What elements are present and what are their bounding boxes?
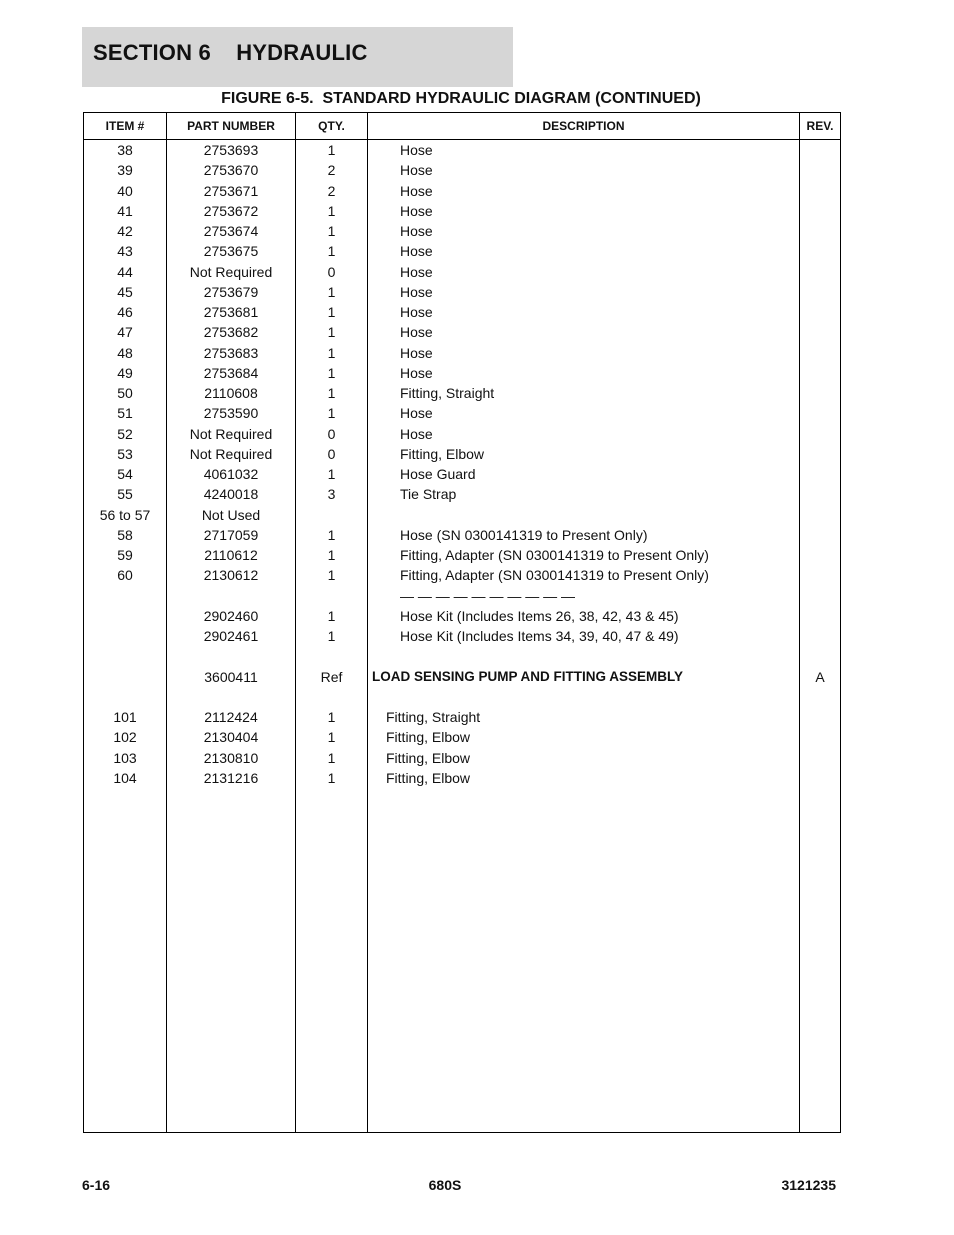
description: — — — — — — — — — — xyxy=(400,587,576,604)
part-number: 2753681 xyxy=(203,304,259,320)
table-row xyxy=(84,262,840,282)
part-number: 2130404 xyxy=(203,729,259,746)
description: Hose xyxy=(400,142,433,158)
part-number: 2110608 xyxy=(204,385,258,401)
quantity: 0 xyxy=(327,445,336,462)
table-row xyxy=(84,444,840,464)
column-header-qty: QTY. xyxy=(318,119,345,133)
item-number: 58 xyxy=(117,526,133,543)
part-number: 2753674 xyxy=(203,223,259,239)
quantity: 1 xyxy=(327,385,336,401)
table-row xyxy=(84,140,840,160)
quantity: 1 xyxy=(327,607,336,624)
item-number: 51 xyxy=(117,405,133,422)
table-row xyxy=(84,768,840,788)
description: Fitting, Adapter (SN 0300141319 to Present Only) xyxy=(400,567,709,584)
quantity: 1 xyxy=(327,344,336,361)
quantity: 1 xyxy=(327,324,336,341)
table-row xyxy=(84,748,840,768)
description: Hose Guard xyxy=(400,466,476,482)
quantity: 1 xyxy=(327,223,336,239)
item-number: 48 xyxy=(117,344,133,361)
item-number: 42 xyxy=(117,223,133,239)
description: Hose (SN 0300141319 to Present Only) xyxy=(400,526,648,543)
item-number: 104 xyxy=(113,769,137,786)
table-row xyxy=(84,525,840,545)
table-row xyxy=(84,565,840,585)
part-number: 2130810 xyxy=(203,749,259,766)
item-number: 102 xyxy=(113,729,137,746)
quantity: 1 xyxy=(327,567,336,584)
table-row xyxy=(84,484,840,504)
item-number: 50 xyxy=(117,385,133,401)
quantity: 1 xyxy=(327,526,336,543)
table-row xyxy=(84,201,840,221)
quantity: 1 xyxy=(327,142,336,158)
quantity: 2 xyxy=(327,182,336,199)
table-row xyxy=(84,343,840,363)
item-number: 49 xyxy=(117,364,133,381)
item-number: 41 xyxy=(117,202,133,219)
table-row xyxy=(84,322,840,342)
revision: A xyxy=(815,668,825,685)
description: Hose xyxy=(400,162,433,179)
item-number: 53 xyxy=(117,445,133,462)
item-number: 103 xyxy=(113,749,137,766)
part-number: Not Used xyxy=(201,506,261,523)
table-row xyxy=(84,181,840,201)
table-row xyxy=(84,606,840,626)
item-number: 38 xyxy=(117,142,133,158)
item-number: 40 xyxy=(117,182,133,199)
part-number: 2131216 xyxy=(203,769,259,786)
item-number: 46 xyxy=(117,304,133,320)
part-number: 2110612 xyxy=(204,547,258,563)
quantity: 1 xyxy=(327,709,336,725)
table-row xyxy=(84,646,840,666)
table-row xyxy=(84,363,840,383)
description: Hose xyxy=(400,283,433,300)
quantity: Ref xyxy=(320,668,343,685)
description: Fitting, Adapter (SN 0300141319 to Present Only) xyxy=(400,547,709,563)
part-number: 2753671 xyxy=(203,182,259,199)
description: Hose Kit (Includes Items 26, 38, 42, 43 & 45) xyxy=(400,607,679,624)
part-number: Not Required xyxy=(189,263,273,280)
table-row xyxy=(84,160,840,180)
description: Hose xyxy=(400,324,433,341)
section-name: HYDRAULIC xyxy=(236,40,368,65)
figure-title: FIGURE 6-5. STANDARD HYDRAULIC DIAGRAM (CONTINUED) xyxy=(221,90,701,107)
quantity: 1 xyxy=(327,466,336,482)
part-number: 2902460 xyxy=(203,607,259,624)
part-number: 2753693 xyxy=(203,142,259,158)
part-number: 2753682 xyxy=(203,324,259,341)
quantity: 1 xyxy=(327,547,336,563)
quantity: 1 xyxy=(327,283,336,300)
column-header-part-number: PART NUMBER xyxy=(187,119,275,133)
quantity: 2 xyxy=(327,162,336,179)
table-row xyxy=(84,586,840,606)
description: Hose xyxy=(400,364,433,381)
table-row xyxy=(84,221,840,241)
model-number: 680S xyxy=(428,1177,462,1193)
part-number: Not Required xyxy=(189,445,273,462)
quantity: 0 xyxy=(327,263,336,280)
item-number: 59 xyxy=(117,547,133,563)
item-number: 39 xyxy=(117,162,133,179)
column-header-item: ITEM # xyxy=(105,119,145,133)
description: Tie Strap xyxy=(400,486,457,503)
section-title xyxy=(93,40,368,66)
part-number: 2753684 xyxy=(203,364,259,381)
description: Fitting, Straight xyxy=(386,709,481,725)
quantity: 1 xyxy=(327,749,336,766)
item-number: 56 to 57 xyxy=(99,506,151,523)
table-body xyxy=(84,140,840,788)
description: Hose xyxy=(400,304,433,320)
part-number: 2753670 xyxy=(203,162,259,179)
item-number: 101 xyxy=(113,709,137,725)
description: Hose xyxy=(400,263,433,280)
item-number: 44 xyxy=(117,263,133,280)
quantity: 1 xyxy=(327,243,336,260)
part-number: 2753590 xyxy=(203,405,259,422)
description: Fitting, Elbow xyxy=(400,445,485,462)
description: Hose xyxy=(400,344,433,361)
description: Fitting, Elbow xyxy=(386,749,471,766)
table-row xyxy=(84,687,840,707)
quantity: 3 xyxy=(327,486,336,503)
part-number: 3600411 xyxy=(204,668,258,685)
item-number: 47 xyxy=(117,324,133,341)
part-number: 2753683 xyxy=(203,344,259,361)
part-number: 4061032 xyxy=(203,466,259,482)
quantity: 1 xyxy=(327,769,336,786)
parts-table xyxy=(83,112,841,1133)
quantity: 0 xyxy=(327,425,336,442)
table-row xyxy=(84,282,840,302)
table-row xyxy=(84,403,840,423)
quantity: 1 xyxy=(327,628,336,644)
description: Hose xyxy=(400,405,433,422)
item-number: 52 xyxy=(117,425,133,442)
column-header-description: DESCRIPTION xyxy=(542,119,625,133)
table-row xyxy=(84,707,840,727)
item-number: 45 xyxy=(117,283,133,300)
item-number: 43 xyxy=(117,243,133,260)
quantity: 1 xyxy=(327,202,336,219)
part-number: 4240018 xyxy=(203,486,259,503)
quantity: 1 xyxy=(327,405,336,422)
description: Hose xyxy=(400,243,433,260)
table-row xyxy=(84,626,840,646)
section-number: SECTION 6 xyxy=(93,40,211,65)
description: Fitting, Straight xyxy=(400,385,495,401)
description: Hose xyxy=(400,202,433,219)
part-number: 2112424 xyxy=(204,709,258,725)
part-number: 2130612 xyxy=(203,567,259,584)
description: Hose xyxy=(400,223,433,239)
table-row xyxy=(84,302,840,322)
table-row xyxy=(84,464,840,484)
table-row xyxy=(84,383,840,403)
part-number: 2753675 xyxy=(203,243,259,260)
table-row xyxy=(84,667,840,687)
quantity: 1 xyxy=(327,304,336,320)
item-number: 55 xyxy=(117,486,133,503)
part-number: 2717059 xyxy=(203,526,259,543)
table-row xyxy=(84,545,840,565)
description: Hose xyxy=(400,182,433,199)
item-number: 60 xyxy=(117,567,133,584)
table-row xyxy=(84,424,840,444)
table-row xyxy=(84,241,840,261)
description: LOAD SENSING PUMP AND FITTING ASSEMBLY xyxy=(372,668,684,684)
column-header-rev: REV. xyxy=(806,119,834,133)
part-number: 2902461 xyxy=(203,628,259,644)
part-number: 2753672 xyxy=(203,202,259,219)
part-number: Not Required xyxy=(189,425,273,442)
item-number: 54 xyxy=(117,466,133,482)
table-row xyxy=(84,727,840,747)
quantity: 1 xyxy=(327,729,336,746)
page-number: 6-16 xyxy=(82,1177,111,1193)
document-number: 3121235 xyxy=(781,1177,836,1193)
table-row xyxy=(84,505,840,525)
description: Fitting, Elbow xyxy=(386,769,471,786)
description: Hose Kit (Includes Items 34, 39, 40, 47 & 49) xyxy=(400,628,679,644)
part-number: 2753679 xyxy=(203,283,259,300)
description: Hose xyxy=(400,425,433,442)
description: Fitting, Elbow xyxy=(386,729,471,746)
quantity: 1 xyxy=(327,364,336,381)
